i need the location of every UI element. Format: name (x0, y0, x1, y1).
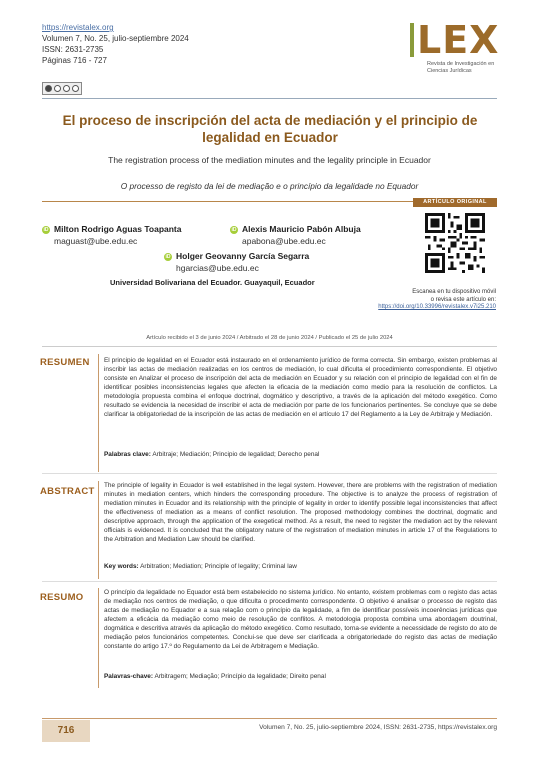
footer-divider (42, 718, 497, 719)
article-dates: Artículo recibido el 3 de junio 2024 / Arbitrado el 28 de junio 2024 / Publicado el 25 de julio 2024 (146, 335, 393, 341)
orcid-icon[interactable]: iD (231, 226, 237, 233)
resumen-keywords-label: Palabras clave: (104, 451, 151, 458)
logo-text: LEX (417, 18, 500, 62)
author-3-email[interactable]: hgarcias@ube.edu.ec (176, 263, 259, 273)
abstract-keywords-list: Arbitration; Mediation; Principle of legality; Criminal law (140, 563, 297, 570)
article-title-english: The registration process of the mediation minutes and the legality principle in Ecuador (108, 155, 431, 165)
resumo-keywords (104, 673, 497, 680)
qr-code-icon[interactable] (425, 213, 485, 273)
doi-link[interactable]: https://doi.org/10.33996/revistalex.v7i25.210 (378, 304, 496, 310)
abstract-keywords-label: Key words: (104, 563, 139, 570)
qr-line-2: o revisa este artículo en: (430, 296, 496, 303)
resumen-keywords (104, 451, 497, 458)
qr-line-1: Escanea en tu dispositivo móvil (412, 289, 496, 295)
logo-bar-icon (410, 23, 414, 57)
header-divider (42, 98, 497, 99)
journal-info (42, 22, 189, 66)
resumen-accent-line (98, 354, 99, 472)
orcid-icon[interactable]: iD (43, 226, 49, 233)
page-number: 716 (42, 720, 90, 742)
resumo-accent-line (98, 588, 99, 688)
abstract-heading: ABSTRACT (40, 486, 95, 497)
footer-citation: Volumen 7, No. 25, julio-septiembre 2024, ISSN: 2631-2735, https://revistalex.org (259, 724, 497, 731)
resumen-heading: RESUMEN (40, 357, 90, 368)
article-title: El proceso de inscripción del acta de mediación y el principio de legalidad en Ecuador (62, 113, 478, 145)
journal-logo (410, 20, 500, 82)
author-1-email[interactable]: maguast@ube.edu.ec (54, 236, 138, 246)
journal-url[interactable]: https://revistalex.org (42, 23, 114, 32)
section-divider (42, 473, 497, 474)
article-type-badge: ARTÍCULO ORIGINAL (413, 198, 497, 207)
abstract-keywords (104, 563, 497, 570)
author-2-name: Alexis Mauricio Pabón Albuja (242, 224, 361, 234)
author-2 (230, 224, 361, 234)
resumen-keywords-list: Arbitraje; Mediación; Principio de legalidad; Derecho penal (152, 451, 320, 458)
article-title-portuguese: O processo de registo da lei de mediação e o princípio da legalidade no Equador (120, 181, 419, 191)
section-divider (42, 581, 497, 582)
resumen-body: El principio de legalidad en el Ecuador está instaurado en el ordenamiento jurídico de forma correcta. Sin embargo, existen problemas al inscribir las actas de mediación realizadas en los centros de mediación, lo cual dificulta el procedimiento correspondiente. El objetivo consiste en Analizar el proceso de inscripción del acta de mediación en Ecuador y su relación con el principio de legalidad con el fin de identificar posibles inconsistencias legales que afecten la eficacia de la mediación como medio para la resolución de conflictos. La metodología propuesta combina el enfoque doctrinal, dogmático y descriptivo, a través de la aplicación del método exegético. Como resultado se evidencia la necesidad de inscribir el acta de mediación por parte de los funcionarios pertinentes. Se concluye que se debe clarificar la obligatoriedad de la inscripción de las actas de mediación en el artículo 17 del Reglamento a la Ley de Arbitraje y Mediación. (104, 357, 497, 419)
logo-tagline: Revista de Investigación en Ciencias Jurídicas (427, 61, 495, 74)
author-3-name: Holger Geovanny García Segarra (176, 251, 310, 261)
qr-caption (340, 289, 496, 312)
volume-line: Volumen 7, No. 25, julio-septiembre 2024 (42, 34, 189, 43)
abstract-body: The principle of legality in Ecuador is well established in the legal system. However, there are problems with the registration of mediation minutes in mediation centers, which hinders the corresponding procedure. The objective is to analyze the process of registration of mediation minutes in Ecuador and its relationship with the principle of legality in order to identify possible legal inconsistencies that affect the effectiveness of mediation as a means of conflict resolution. The proposed methodology combines the doctrinal, dogmatic and descriptive approach, through the application of the exegetical method. As a result, the need to register the mediation act by the relevant officials is evidenced. It is concluded that the obligatory nature of the registration of mediation minutes in article 17 of the Regulations to the Arbitration and Mediation Law should be clarified. (104, 482, 497, 544)
author-3 (164, 251, 309, 261)
author-1-name: Milton Rodrigo Aguas Toapanta (54, 224, 182, 234)
creative-commons-license-icon[interactable] (42, 82, 82, 95)
author-1 (42, 224, 182, 234)
pages-range: Páginas 716 - 727 (42, 56, 107, 65)
resumo-body: O princípio da legalidade no Equador está bem estabelecido no sistema jurídico. No entanto, existem problemas com o registo das actas de mediação nos centros de mediação, o que dificulta o procedimento correspondente. O objetivo é analisar o processo de registo das actas de mediação no Equador e a sua relação com o princípio da legalidade, a fim de identificar possíveis incoerências jurídicas que afectem a eficácia da mediação como meio de resolução de conflitos. A metodologia proposta combina uma abordagem doutrinal, dogmática e descritiva através da aplicação do método exegético. Como resultado, torna-se evidente a necessidade de registo do ato de mediação pelos funcionários competentes. Conclui-se que deve ser clarificada a obrigatoriedade do registo das actas de mediação constante do artigo 17.º do Regulamento da Lei de Arbitragem e Mediação. (104, 589, 497, 651)
abstract-accent-line (98, 481, 99, 579)
resumo-heading: RESUMO (40, 592, 84, 603)
issn: ISSN: 2631-2735 (42, 45, 104, 54)
orcid-icon[interactable]: iD (165, 253, 171, 260)
author-2-email[interactable]: apabona@ube.edu.ec (242, 236, 326, 246)
resumo-keywords-list: Arbitragem; Mediação; Princípio da legalidade; Direito penal (154, 673, 326, 680)
resumo-keywords-label: Palavras-chave: (104, 673, 154, 680)
affiliation: Universidad Bolivariana del Ecuador. Guayaquil, Ecuador (110, 278, 315, 287)
dates-divider (42, 346, 497, 347)
